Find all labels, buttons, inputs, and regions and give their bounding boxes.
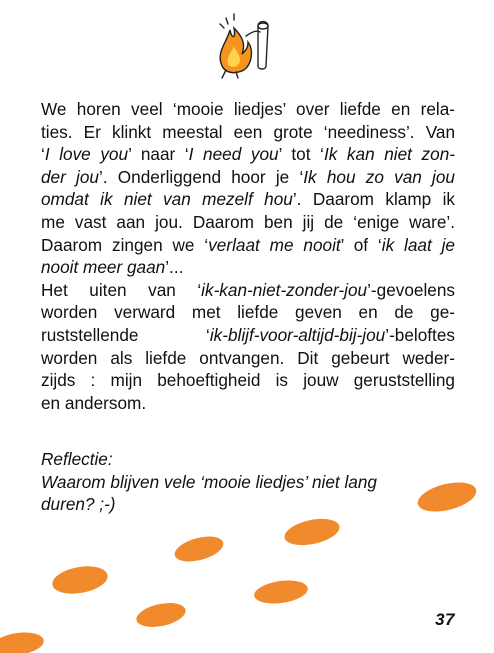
reflection-question-line: duren? ;-)	[41, 494, 116, 515]
text-run: ’. Onderliggend hoor je ‘	[99, 166, 304, 187]
text-run: We horen veel ‘mooie liedjes’ over liefde en rela-	[41, 99, 455, 119]
text-run: Ik kan niet zon-	[323, 144, 455, 165]
text-run: me vast aan jou. Daarom ben jij de ‘enige ware’.	[41, 211, 455, 232]
text-run: ’. Daarom klamp ik	[292, 189, 456, 210]
reflection-block	[41, 448, 455, 516]
paragraph-line	[41, 143, 455, 166]
text-run: ‘	[41, 144, 45, 165]
text-run: en andersom.	[41, 392, 147, 413]
paragraph-line	[41, 301, 455, 324]
text-run: zijds : mijn behoeftigheid is jouw geruststelling	[41, 370, 455, 391]
text-run: der jou	[41, 166, 99, 187]
footprint	[134, 599, 187, 631]
text-run: ’-gevoelens	[367, 279, 455, 300]
text-run: ’ naar ‘	[128, 144, 189, 165]
reflection-label: Reflectie:	[41, 449, 113, 469]
text-run: ’...	[165, 257, 184, 278]
text-run: ik-blijf-voor-altijd-bij-jou	[209, 324, 386, 345]
text-run: ’ tot ‘	[278, 144, 324, 165]
text-run: omdat ik niet van mezelf hou	[41, 189, 293, 210]
paragraph-line	[41, 166, 455, 189]
paragraph-line	[41, 234, 455, 257]
text-run: ik laat je	[381, 234, 455, 255]
text-run: Ik hou zo van jou	[303, 166, 455, 187]
body-paragraph	[41, 98, 455, 414]
footprint	[253, 577, 310, 606]
paragraph-line	[41, 324, 455, 347]
text-run: ties. Er klinkt meestal een grote ‘neediness’. Van	[41, 121, 455, 142]
paragraph-line	[41, 256, 455, 279]
footprint	[282, 514, 342, 549]
paragraph-line	[41, 188, 455, 211]
reflection-question-line: Waarom blijven vele ‘mooie liedjes’ niet lang	[41, 471, 377, 492]
text-run: worden verward met liefde geven en de ge-	[41, 302, 455, 323]
text-run: verlaat me nooit	[208, 234, 341, 255]
paragraph-line	[41, 347, 455, 370]
paragraph-line	[41, 121, 455, 144]
text-run: ruststellende ‘	[41, 324, 210, 345]
paragraph-line	[41, 211, 455, 234]
text-run: I need you	[188, 144, 279, 165]
page-number: 37	[435, 610, 455, 629]
text-run: ’-beloftes	[385, 324, 455, 345]
text-run: nooit meer gaan	[41, 257, 166, 278]
paragraph-line	[41, 369, 455, 392]
footprint	[0, 629, 45, 653]
text-run: I love you	[44, 144, 129, 165]
footprint	[172, 532, 226, 566]
paragraph-line	[41, 98, 455, 121]
text-run: worden als liefde ontvangen. Dit gebeurt weder-	[41, 347, 455, 368]
paragraph-line	[41, 392, 455, 415]
footprint	[50, 562, 110, 597]
text-run: Daarom zingen we ‘	[41, 234, 209, 255]
text-run: ’ of ‘	[340, 234, 382, 255]
text-run: Het uiten van ‘	[41, 279, 202, 300]
campfire-character-icon	[212, 8, 284, 80]
text-run: ik-kan-niet-zonder-jou	[201, 279, 368, 300]
paragraph-line	[41, 279, 455, 302]
